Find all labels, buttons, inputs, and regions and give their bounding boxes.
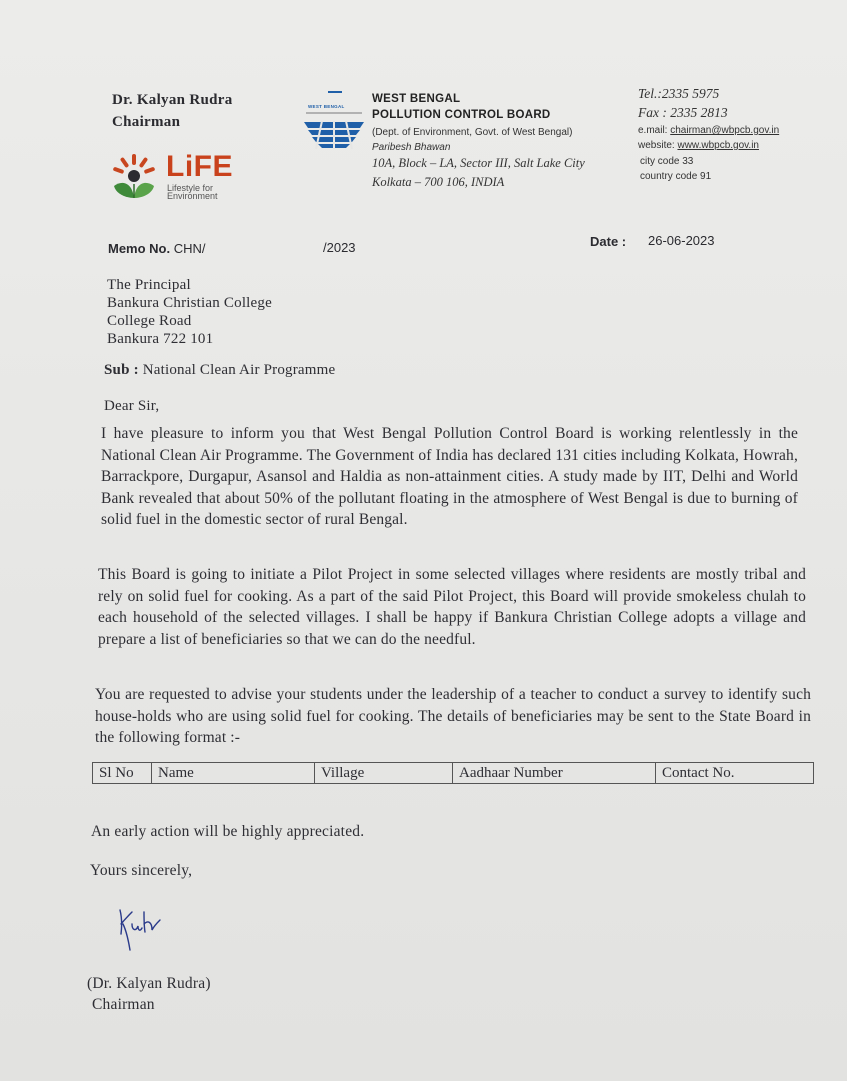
memo-year: /2023 bbox=[323, 240, 356, 255]
contact-website-row bbox=[638, 140, 759, 151]
email-label: e.mail: bbox=[638, 125, 668, 136]
recipient-line: Bankura Christian College bbox=[107, 295, 272, 311]
life-brand: LiFE bbox=[166, 150, 233, 183]
recipient-line: The Principal bbox=[107, 277, 191, 293]
wbpcb-emblem-icon bbox=[302, 88, 366, 150]
city-code: city code 33 bbox=[640, 156, 694, 167]
closing-line: An early action will be highly appreciated. bbox=[91, 823, 365, 840]
subject-line bbox=[104, 361, 335, 379]
beneficiary-format-table bbox=[92, 762, 814, 784]
body-paragraph-3: You are requested to advise your students under the leadership of a teacher to conduct a survey to identify such house-holds who are using solid fuel for cooking. The details of beneficiaries may be sent to the State Board in the following format :- bbox=[95, 686, 811, 746]
signatory-title: Chairman bbox=[92, 996, 155, 1013]
signature-scribble bbox=[112, 900, 172, 955]
life-tagline-1: Lifestyle for bbox=[167, 183, 214, 193]
date-value: 26-06-2023 bbox=[648, 233, 715, 248]
wbpcb-logo bbox=[302, 88, 366, 150]
column-header-village: Village bbox=[315, 763, 453, 784]
country-code: country code 91 bbox=[640, 171, 712, 182]
valediction: Yours sincerely, bbox=[90, 862, 193, 879]
org-line-2: POLLUTION CONTROL BOARD bbox=[372, 109, 551, 121]
sender-title: Chairman bbox=[112, 114, 181, 130]
website-label: website: bbox=[638, 140, 675, 151]
website-link[interactable]: www.wbpcb.gov.in bbox=[677, 140, 759, 151]
contact-tel: Tel.:2335 5975 bbox=[638, 86, 720, 101]
memo-number bbox=[108, 241, 206, 256]
org-address-2: Kolkata – 700 106, INDIA bbox=[372, 175, 505, 189]
column-header-contact: Contact No. bbox=[656, 763, 814, 784]
subject-label: Sub : bbox=[104, 362, 139, 378]
contact-fax: Fax : 2335 2813 bbox=[638, 105, 728, 120]
emblem-caption: WEST BENGAL bbox=[308, 104, 345, 109]
life-logo bbox=[108, 150, 238, 206]
org-dept: (Dept. of Environment, Govt. of West Bengal) bbox=[372, 127, 573, 138]
column-header-sl-no: Sl No bbox=[93, 763, 152, 784]
recipient-line: College Road bbox=[107, 313, 192, 329]
memo-prefix: CHN/ bbox=[173, 241, 206, 256]
body-paragraph-1: I have pleasure to inform you that West Bengal Pollution Control Board is working relentlessly in the National Clean Air Programme. The Government of India has declared 131 cities including Kolkata, Howrah, Barrackpore, Durgapur, Asansol and Haldia as non-attainment cities. A study made by IIT, Delhi and World Bank revealed that about 50% of the pollutant floating in the atmosphere of West Bengal is due to burning of solid fuel in the domestic sector of rural Bengal. bbox=[101, 425, 798, 528]
table-header-row bbox=[93, 763, 814, 784]
life-tagline-2: Environment bbox=[167, 191, 218, 201]
memo-label: Memo No. bbox=[108, 241, 171, 256]
recipient-line: Bankura 722 101 bbox=[107, 331, 214, 347]
contact-email-row bbox=[638, 125, 779, 136]
org-line-1: WEST BENGAL bbox=[372, 93, 461, 105]
sender-name: Dr. Kalyan Rudra bbox=[112, 92, 233, 108]
body-paragraph-2: This Board is going to initiate a Pilot Project in some selected villages where residents are mostly tribal and rely on solid fuel for cooking. As a part of the said Pilot Project, this Board will provide smokeless chulah to each household of the selected villages. I shall be happy if Bankura Christian College adopts a village and prepare a list of beneficiaries so that we can do the needful. bbox=[98, 566, 806, 648]
recipient-block bbox=[107, 276, 272, 348]
salutation: Dear Sir, bbox=[104, 398, 160, 414]
date-label: Date : bbox=[590, 234, 627, 249]
column-header-name: Name bbox=[152, 763, 315, 784]
email-link[interactable]: chairman@wbpcb.gov.in bbox=[670, 125, 780, 136]
life-mission-icon bbox=[108, 152, 160, 204]
org-building: Paribesh Bhawan bbox=[372, 142, 451, 153]
column-header-aadhaar: Aadhaar Number bbox=[453, 763, 656, 784]
signatory-name: (Dr. Kalyan Rudra) bbox=[87, 975, 211, 992]
subject-text: National Clean Air Programme bbox=[142, 362, 336, 378]
org-address-1: 10A, Block – LA, Sector III, Salt Lake City bbox=[372, 156, 585, 170]
